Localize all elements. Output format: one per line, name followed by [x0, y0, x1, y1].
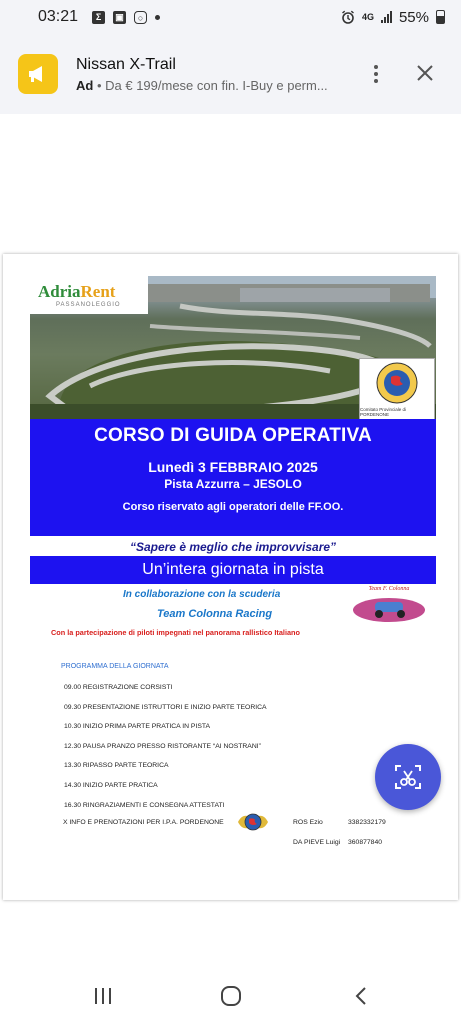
- screenshot-crop-button[interactable]: [375, 744, 441, 810]
- collaboration-line: In collaborazione con la scuderia: [123, 589, 281, 600]
- ad-separator: •: [93, 77, 106, 93]
- more-options-icon[interactable]: [368, 62, 384, 86]
- adria-brand-b: Rent: [80, 282, 116, 301]
- adria-brand-a: Adria: [38, 282, 81, 301]
- info-line: X INFO E PRENOTAZIONI PER I.P.A. PORDENONE: [63, 819, 224, 826]
- ipa-small-logo: [236, 810, 270, 834]
- more-notifications-icon: [155, 15, 160, 20]
- program-title: PROGRAMMA DELLA GIORNATA: [61, 663, 169, 670]
- instagram-notification-icon: ○: [134, 11, 147, 24]
- recent-apps-icon: [93, 987, 113, 1005]
- ipa-badge: [359, 358, 435, 420]
- program-item: 14.30 INIZIO PARTE PRATICA: [64, 781, 158, 789]
- program-item: 09.30 PRESENTAZIONE ISTRUTTORI E INIZIO PARTE TEORICA: [64, 703, 267, 711]
- course-note: Corso riservato agli operatori delle FF.OO.: [122, 501, 344, 513]
- ad-label: Ad: [76, 77, 94, 93]
- sigma-notification-icon: Σ: [92, 11, 105, 24]
- gallery-notification-icon: ▣: [113, 11, 126, 24]
- status-right: [341, 9, 445, 26]
- status-left: [38, 8, 160, 26]
- program-item: 10.30 INIZIO PRIMA PARTE PRATICA IN PISTA: [64, 723, 211, 731]
- program-list: [64, 684, 267, 821]
- ipa-globe-icon: [374, 361, 420, 405]
- battery-icon: [436, 10, 445, 24]
- course-date: Lunedì 3 FEBBRAIO 2025: [148, 459, 318, 475]
- contact-name: DA PIEVE Luigi: [293, 839, 341, 846]
- program-item: 13.30 RIPASSO PARTE TEORICA: [64, 762, 169, 770]
- alarm-icon: [341, 10, 355, 24]
- course-title: CORSO DI GUIDA OPERATIVA: [94, 425, 372, 446]
- signal-icon: [381, 11, 392, 23]
- screenshot-crop-icon: [393, 762, 423, 792]
- team-name: Team Colonna Racing: [157, 608, 273, 620]
- participation-note: Con la partecipazione di piloti impegnati nel panorama rallistico Italiano: [51, 628, 300, 637]
- status-time: 03:21: [38, 8, 79, 25]
- team-logo-text: Team F. Colonna: [368, 586, 410, 592]
- ad-description: Da € 199/mese con fin. I-Buy e perm...: [105, 77, 328, 93]
- course-place: Pista Azzurra – JESOLO: [164, 477, 302, 491]
- back-button[interactable]: [346, 984, 376, 1008]
- ipa-caption: Comitato Provinciale di PORDENONE: [360, 407, 407, 417]
- adria-tagline: PASSANOLEGGIO: [56, 302, 121, 308]
- course-info-box: [30, 419, 436, 536]
- ad-title: Nissan X-Trail: [76, 55, 176, 73]
- adria-brand: [38, 282, 148, 302]
- ad-text: [76, 56, 356, 93]
- network-type: 4G: [361, 12, 374, 22]
- recent-apps-button[interactable]: [88, 984, 118, 1008]
- contact-phone: 3382332179: [348, 819, 386, 826]
- full-day-banner: Un’intera giornata in pista: [30, 556, 436, 584]
- contact-phone: 360877840: [348, 839, 383, 846]
- program-item: 16.30 RINGRAZIAMENTI E CONSEGNA ATTESTATI: [64, 801, 225, 809]
- battery-percent: 55%: [398, 8, 429, 26]
- home-button[interactable]: [216, 984, 246, 1008]
- program-item: 12.30 PAUSA PRANZO PRESSO RISTORANTE “AI NOSTRANI”: [64, 742, 261, 750]
- close-icon[interactable]: [412, 60, 438, 86]
- back-icon: [354, 986, 368, 1006]
- contact-name: ROS Ezio: [293, 819, 323, 826]
- ad-banner[interactable]: [0, 34, 461, 114]
- navigation-bar: [0, 966, 461, 1024]
- home-icon: [220, 985, 242, 1007]
- status-bar: [0, 0, 461, 34]
- megaphone-icon: [18, 54, 58, 94]
- adria-rent-logo: [30, 276, 148, 314]
- slogan: “Sapere è meglio che improvvisare”: [129, 540, 337, 554]
- program-item: 09.00 REGISTRAZIONE CORSISTI: [64, 684, 173, 691]
- ad-subtitle: [76, 78, 356, 93]
